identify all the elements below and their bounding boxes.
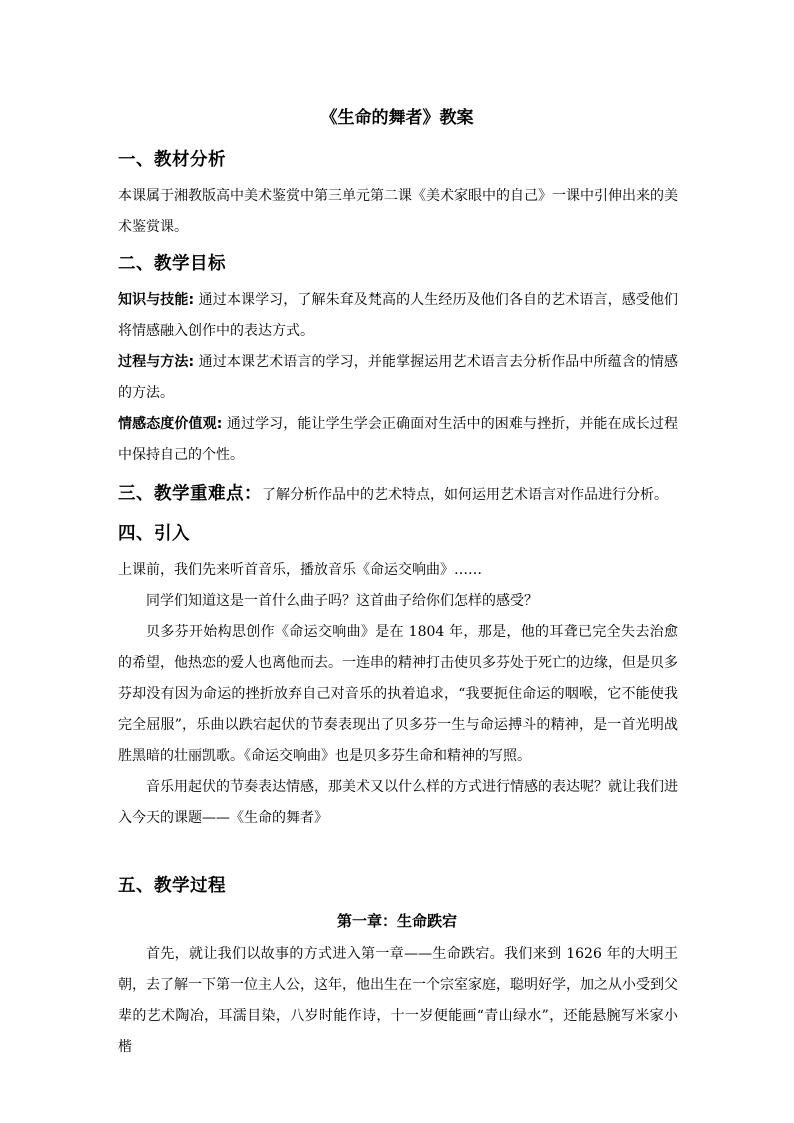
goal-emotion-values (118, 409, 678, 471)
goal-process-method-text: 通过本课艺术语言的学习，并能掌握运用艺术语言去分析作品中所蕴含的情感的方法。 (118, 354, 679, 401)
section-heading-teaching-process: 五、教学过程 (118, 876, 226, 896)
section-heading-introduction: 四、引入 (118, 524, 190, 544)
section-heading-textbook-analysis: 一、教材分析 (118, 150, 226, 170)
goal-knowledge-skills (118, 285, 678, 347)
goal-emotion-values-label: 情感态度价值观: (118, 416, 223, 432)
intro-paragraph-4: 音乐用起伏的节奏表达情感，那美术又以什么样的方式进行情感的表达呢？就让我们进入今天的课题——《生命的舞者》 (118, 779, 678, 826)
chapter-1-paragraph: 首先，就让我们以故事的方式进入第一章——生命跌宕。我们来到 1626 年的大明王朝，去了解一下第一位主人公，这年，他出生在一个宗室家庭，聪明好学，加之从小受到父辈的艺术陶冶，耳濡目染，八岁时能作诗，十一岁便能画“青山绿水”，还能悬腕写米家小楷 (118, 946, 678, 1055)
intro-paragraph-2: 同学们知道这是一首什么曲子吗？这首曲子给你们怎样的感受？ (146, 593, 538, 609)
goal-process-method (118, 347, 678, 409)
textbook-analysis-paragraph: 本课属于湘教版高中美术鉴赏中第三单元第二课《美术家眼中的自己》一课中引伸出来的美术鉴赏课。 (118, 188, 678, 235)
goal-knowledge-skills-label: 知识与技能: (118, 292, 195, 308)
intro-paragraph-1: 上课前，我们先来听首音乐，播放音乐《命运交响曲》…… (118, 562, 482, 578)
section-heading-teaching-goals: 二、教学目标 (118, 254, 226, 274)
goal-knowledge-skills-text: 通过本课学习，了解朱耷及梵高的人生经历及他们各自的艺术语言，感受他们将情感融入创作中的表达方式。 (118, 292, 679, 339)
goal-emotion-values-text: 通过学习，能让学生学会正确面对生活中的困难与挫折，并能在成长过程中保持自己的个性。 (118, 416, 679, 463)
intro-paragraph-3: 贝多芬开始构思创作《命运交响曲》是在 1804 年，那是，他的耳聋已完全失去治愈的希望，他热恋的爱人也离他而去。一连串的精神打击使贝多芬处于死亡的边缘，但是贝多芬却没有因为命运的挫折放弃自己对音乐的执着追求，“我要扼住命运的咽喉，它不能使我完全屈服”，乐曲以跌宕起伏的节奏表现出了贝多芬一生与命运搏斗的精神，是一首光明战胜黑暗的壮丽凯歌。《命运交响曲》也是贝多芬生命和精神的写照。 (118, 624, 678, 764)
goal-process-method-label: 过程与方法: (118, 354, 195, 370)
document-title: 《生命的舞者》教案 (320, 108, 474, 128)
key-points-heading-label: 三、教学重难点： (118, 484, 262, 504)
section-heading-key-points (118, 482, 678, 507)
chapter-1-title: 第一章：生命跌宕 (336, 912, 457, 930)
key-points-text: 了解分析作品中的艺术特点，如何运用艺术语言对作品进行分析。 (262, 487, 668, 503)
